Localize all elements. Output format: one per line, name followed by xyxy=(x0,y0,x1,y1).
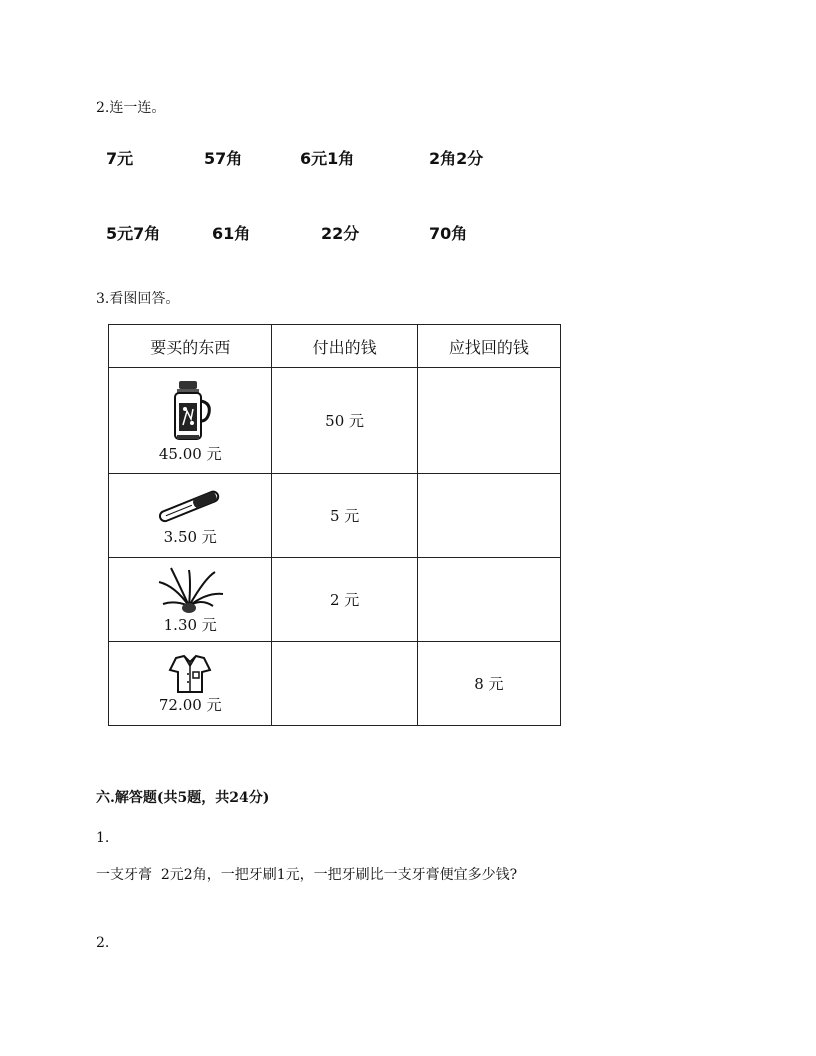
change-cell[interactable] xyxy=(417,474,560,558)
item-price: 3.50 元 xyxy=(163,528,217,546)
thermos-bottle-icon xyxy=(165,379,215,443)
item-cell xyxy=(109,642,272,726)
paid-cell[interactable] xyxy=(272,642,417,726)
match-item-1-3[interactable]: 6元1角 xyxy=(300,149,355,168)
shirt-icon xyxy=(168,654,212,694)
pen-icon xyxy=(154,486,226,526)
plant-icon xyxy=(155,566,225,614)
match-item-2-4[interactable]: 70角 xyxy=(429,224,468,243)
paid-cell: 2 元 xyxy=(272,558,417,642)
match-item-2-1[interactable]: 5元7角 xyxy=(106,224,161,243)
question-3-title: 3.看图回答。 xyxy=(96,291,180,307)
match-item-2-3[interactable]: 22分 xyxy=(321,224,360,243)
match-item-1-2[interactable]: 57角 xyxy=(204,149,243,168)
match-item-2-2[interactable]: 61角 xyxy=(212,224,251,243)
answer-table xyxy=(108,324,561,726)
table-row xyxy=(109,642,561,726)
item-cell xyxy=(109,474,272,558)
paid-cell: 50 元 xyxy=(272,368,417,474)
section-6-title: 六.解答题(共5题，共24分) xyxy=(96,790,270,806)
question-2-title: 2.连一连。 xyxy=(96,100,166,116)
item-cell xyxy=(109,558,272,642)
item-price: 45.00 元 xyxy=(158,445,222,463)
table-header-row xyxy=(109,325,561,368)
item-price: 1.30 元 xyxy=(163,616,217,634)
match-item-1-4[interactable]: 2角2分 xyxy=(429,149,484,168)
match-item-1-1[interactable]: 7元 xyxy=(106,149,134,168)
change-cell[interactable] xyxy=(417,368,560,474)
paid-cell: 5 元 xyxy=(272,474,417,558)
change-cell: 8 元 xyxy=(417,642,560,726)
table-row xyxy=(109,368,561,474)
table-row xyxy=(109,558,561,642)
item-price: 72.00 元 xyxy=(158,696,222,714)
header-change: 应找回的钱 xyxy=(417,325,560,368)
table-row xyxy=(109,474,561,558)
problem-1-number: 1. xyxy=(96,830,110,846)
problem-2-number: 2. xyxy=(96,935,110,951)
header-item: 要买的东西 xyxy=(109,325,272,368)
problem-1-text: 一支牙膏 2元2角，一把牙刷1元，一把牙刷比一支牙膏便宜多少钱? xyxy=(96,867,518,883)
header-paid: 付出的钱 xyxy=(272,325,417,368)
item-cell xyxy=(109,368,272,474)
change-cell[interactable] xyxy=(417,558,560,642)
